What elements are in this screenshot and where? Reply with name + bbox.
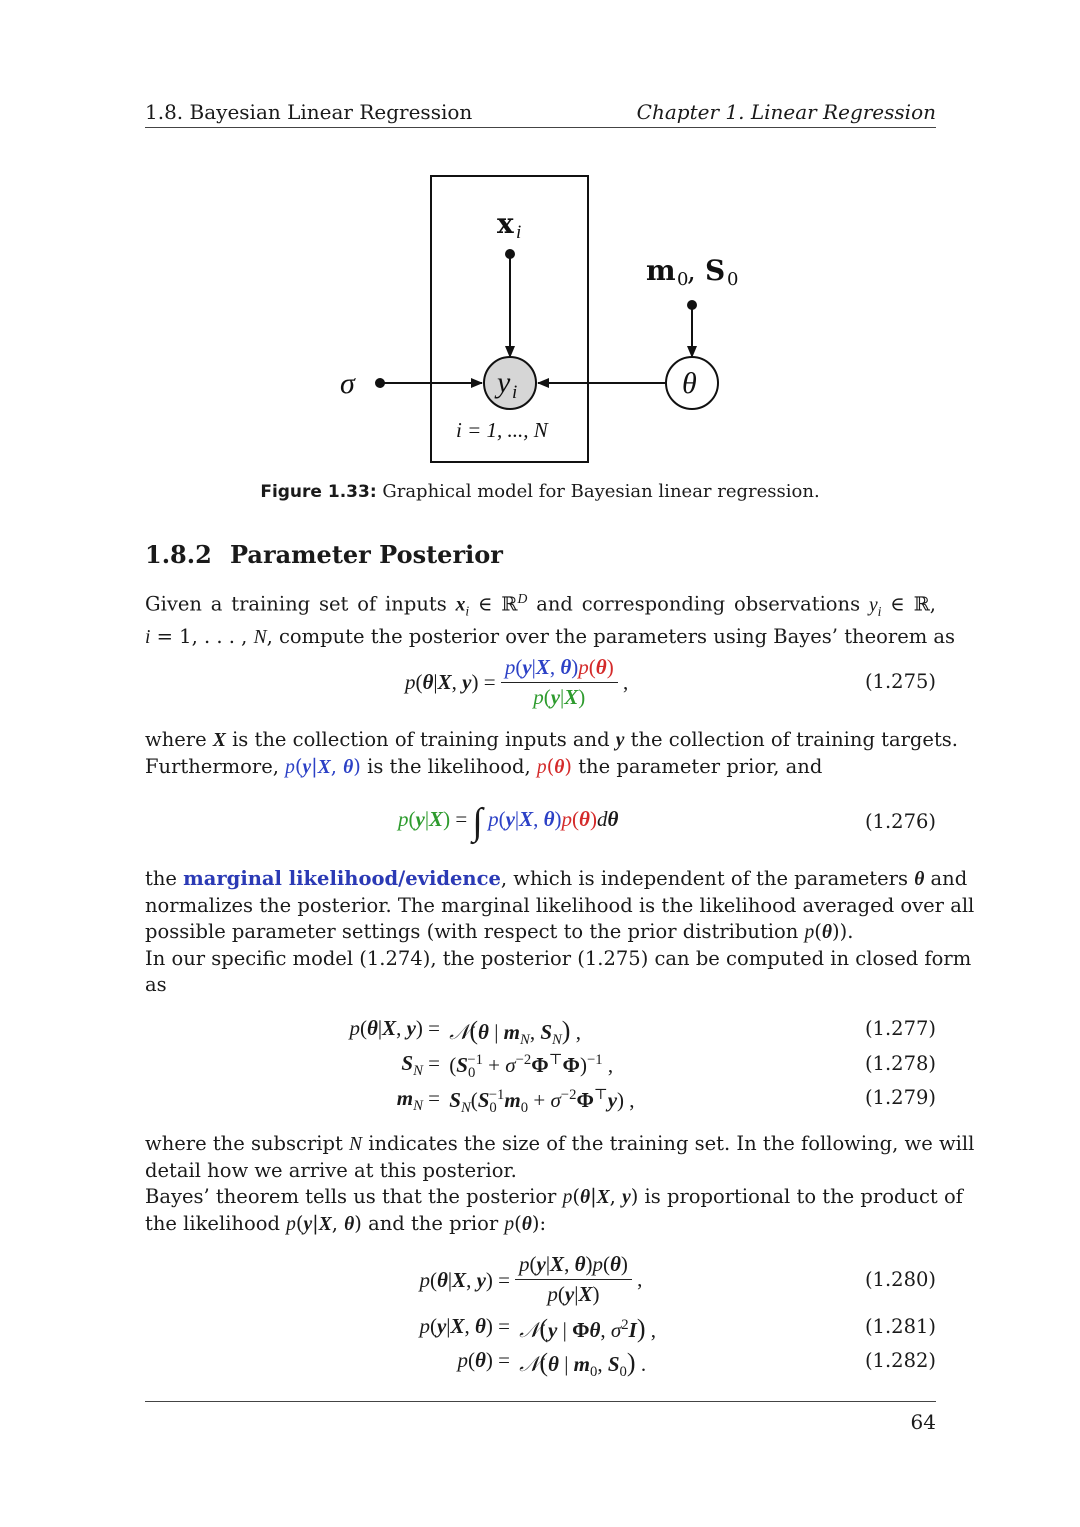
section-title: Parameter Posterior [230,540,503,569]
equation-1-278-rhs: $(S_0^{-1} + \sigma^{-2}\Phi^⊤\Phi)^{-1}$ , [444,1052,614,1082]
equation-1-277-lhs: p(θ|X, y) = [349,1016,440,1040]
label-sigma: σ [340,367,355,400]
label-y-sub: i [512,382,518,403]
equation-1-280-lhs: p(θ|X, y) = [419,1268,510,1292]
paragraph-2-line-2: Furthermore, p(y|X, θ) is the likelihood, p(θ) the parameter prior, and [145,755,823,778]
equation-1-277-rhs: 𝒩(θ | $m_N$, $S_N$) , [449,1016,581,1049]
running-header-chapter: Chapter 1. Linear Regression [636,100,936,124]
equation-1-278-lhs: $S_N$ = [401,1051,440,1080]
paragraph-1 [145,586,956,651]
label-x: x [497,207,514,240]
paragraph-2-line-1: where X is the collection of training inputs and y the collection of training targets. [145,728,958,751]
paragraph-3-line-2: normalizes the posterior. The marginal likelihood is the likelihood averaged over all [145,894,975,917]
label-theta: θ [682,367,697,400]
paragraph-2 [145,727,958,781]
running-header-section: 1.8. Bayesian Linear Regression [145,100,473,124]
paragraph-4-line-2: detail how we arrive at this posterior. [145,1159,517,1182]
paragraph-4 [145,1131,975,1238]
paragraph-4-line-1: where the subscript N indicates the size of the training set. In the following, we will [145,1132,975,1155]
graphical-model-figure [0,0,1080,475]
footer-rule [145,1401,936,1402]
paragraph-3-line-1: the marginal likelihood/evidence, which is independent of the parameters θ and [145,867,968,890]
caption-label: Figure 1.33: [260,482,377,502]
paragraph-3-line-4: In our specific model (1.274), the posterior (1.275) can be computed in closed form [145,947,972,970]
equation-1-282-rhs: 𝒩(θ | $m_0$, $S_0$) . [519,1348,647,1381]
marginal-likelihood-link[interactable]: marginal likelihood/evidence [183,867,501,890]
figure-caption [0,481,1080,502]
label-prior-sep: , [687,254,696,287]
equation-1-280-rhs: $\frac{p(y|X, \theta)p(\theta)}{p(y|X)}$ , [515,1252,642,1307]
paragraph-1-line-2: i = 1, . . . , N, compute the posterior over the parameters using Bayes’ theorem as [145,625,956,649]
eq-number-1-282: (1.282) [864,1349,936,1372]
section-heading [145,540,503,569]
label-S0: S [705,254,726,287]
equation-1-281-rhs: 𝒩(y | Φθ, $\sigma^2I$) , [519,1314,656,1343]
eq-number-1-278: (1.278) [864,1052,936,1075]
page-number: 64 [910,1410,936,1434]
plate-index-label: i = 1, ..., N [456,418,548,442]
equation-1-279-lhs: $m_N$ = [396,1086,440,1115]
label-S0-sub: 0 [727,269,739,290]
label-m0-sub: 0 [677,269,689,290]
label-x-sub: i [516,222,522,243]
label-y: y [497,366,511,399]
section-number: 1.8.2 [145,540,212,569]
equation-1-275: p(θ|X, y) = $\frac{p(y|X, \theta)p(\theta)}{p(y|X)}$ , [405,655,629,709]
caption-text: Graphical model for Bayesian linear regression. [376,481,820,502]
eq-number-1-281: (1.281) [864,1315,936,1338]
eq-number-1-279: (1.279) [864,1086,936,1109]
equation-1-281-lhs: p(y|X, θ) = [419,1314,510,1338]
paragraph-3 [145,866,975,998]
eq-number-1-275: (1.275) [864,670,936,693]
paragraph-4-line-4: the likelihood p(y|X, θ) and the prior p(θ): [145,1212,547,1235]
eq-number-1-277: (1.277) [864,1017,936,1040]
equation-1-282-lhs: p(θ) = [457,1348,510,1372]
label-m0: m [646,254,676,287]
equation-1-276: p(y|X) = ∫ p(y|X, θ)p(θ)dθ [398,801,619,843]
paragraph-3-line-5: as [145,973,167,996]
equation-1-279-rhs: $S_N(S_0^{-1}m_0 + \sigma^{-2}\Phi^⊤y)$ , [449,1087,635,1117]
paragraph-1-line-1: Given a training set of inputs $x_i$ ∈ ℝ$^D$ and corresponding observations $y_i$ ∈ ℝ, [145,591,936,619]
paragraph-3-line-3: possible parameter settings (with respect to the prior distribution p(θ)). [145,920,854,943]
eq-number-1-276: (1.276) [864,810,936,833]
paragraph-4-line-3: Bayes’ theorem tells us that the posterior p(θ|X, y) is proportional to the product of [145,1185,963,1208]
eq-number-1-280: (1.280) [864,1268,936,1291]
